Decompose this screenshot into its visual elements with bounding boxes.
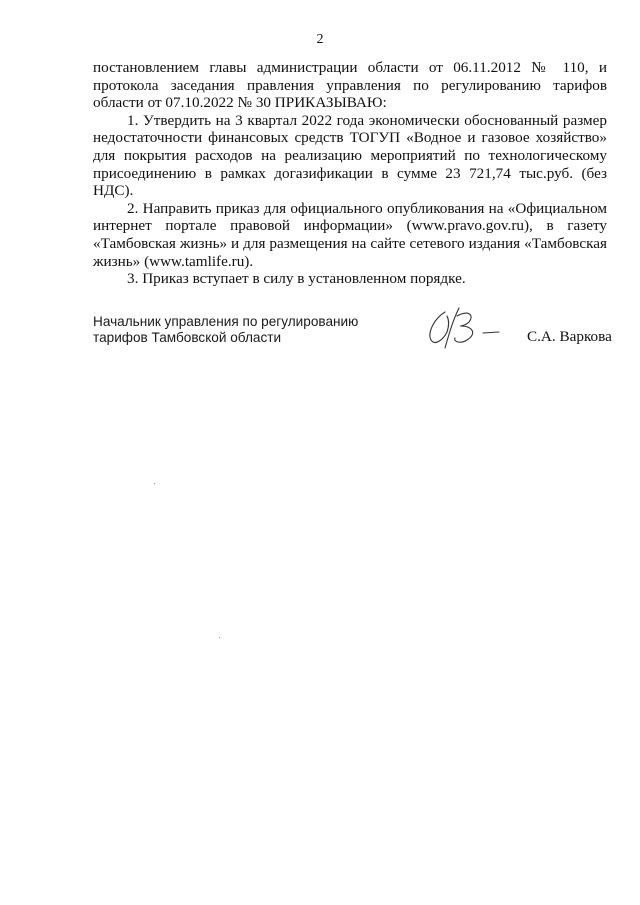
paragraph-preamble: постановлением главы администрации области от 06.11.2012 № 110, и протокола заседания правления управления по регулированию тарифов области от 07.10.2022 № 30 ПРИКАЗЫВАЮ: xyxy=(93,59,607,112)
scan-artifact xyxy=(219,637,220,638)
signer-name: С.А. Варкова xyxy=(527,328,612,345)
paragraph-item-3: 3. Приказ вступает в силу в установленном порядке. xyxy=(127,270,466,288)
signer-position-line-1: Начальник управления по регулированию xyxy=(93,314,359,329)
handwritten-signature xyxy=(423,306,513,352)
paragraph-item-1: 1. Утвердить на 3 квартал 2022 года экономически обоснованный размер недостаточности финансовых средств ТОГУП «Водное и газовое хозяйство» для покрытия расходов на реализацию мероприятий по технологическому присоединению в рамках догазификации в сумме 23 721,74 тыс.руб. (без НДС). xyxy=(93,111,607,200)
page-number: 2 xyxy=(316,32,324,47)
document-body xyxy=(93,59,607,288)
signature-block xyxy=(93,314,613,364)
signer-position-line-2: тарифов Тамбовской области xyxy=(93,330,282,345)
signer-position xyxy=(93,314,358,346)
paragraph-item-2: 2. Направить приказ для официального опубликования на «Официальном интернет портале правовой информации» (www.pravo.gov.ru), в газету «Тамбовская жизнь» и для размещения на сайте сетевого издания «Тамбовская жизнь» (www.tamlife.ru). xyxy=(93,199,607,270)
scan-artifact xyxy=(154,483,155,484)
